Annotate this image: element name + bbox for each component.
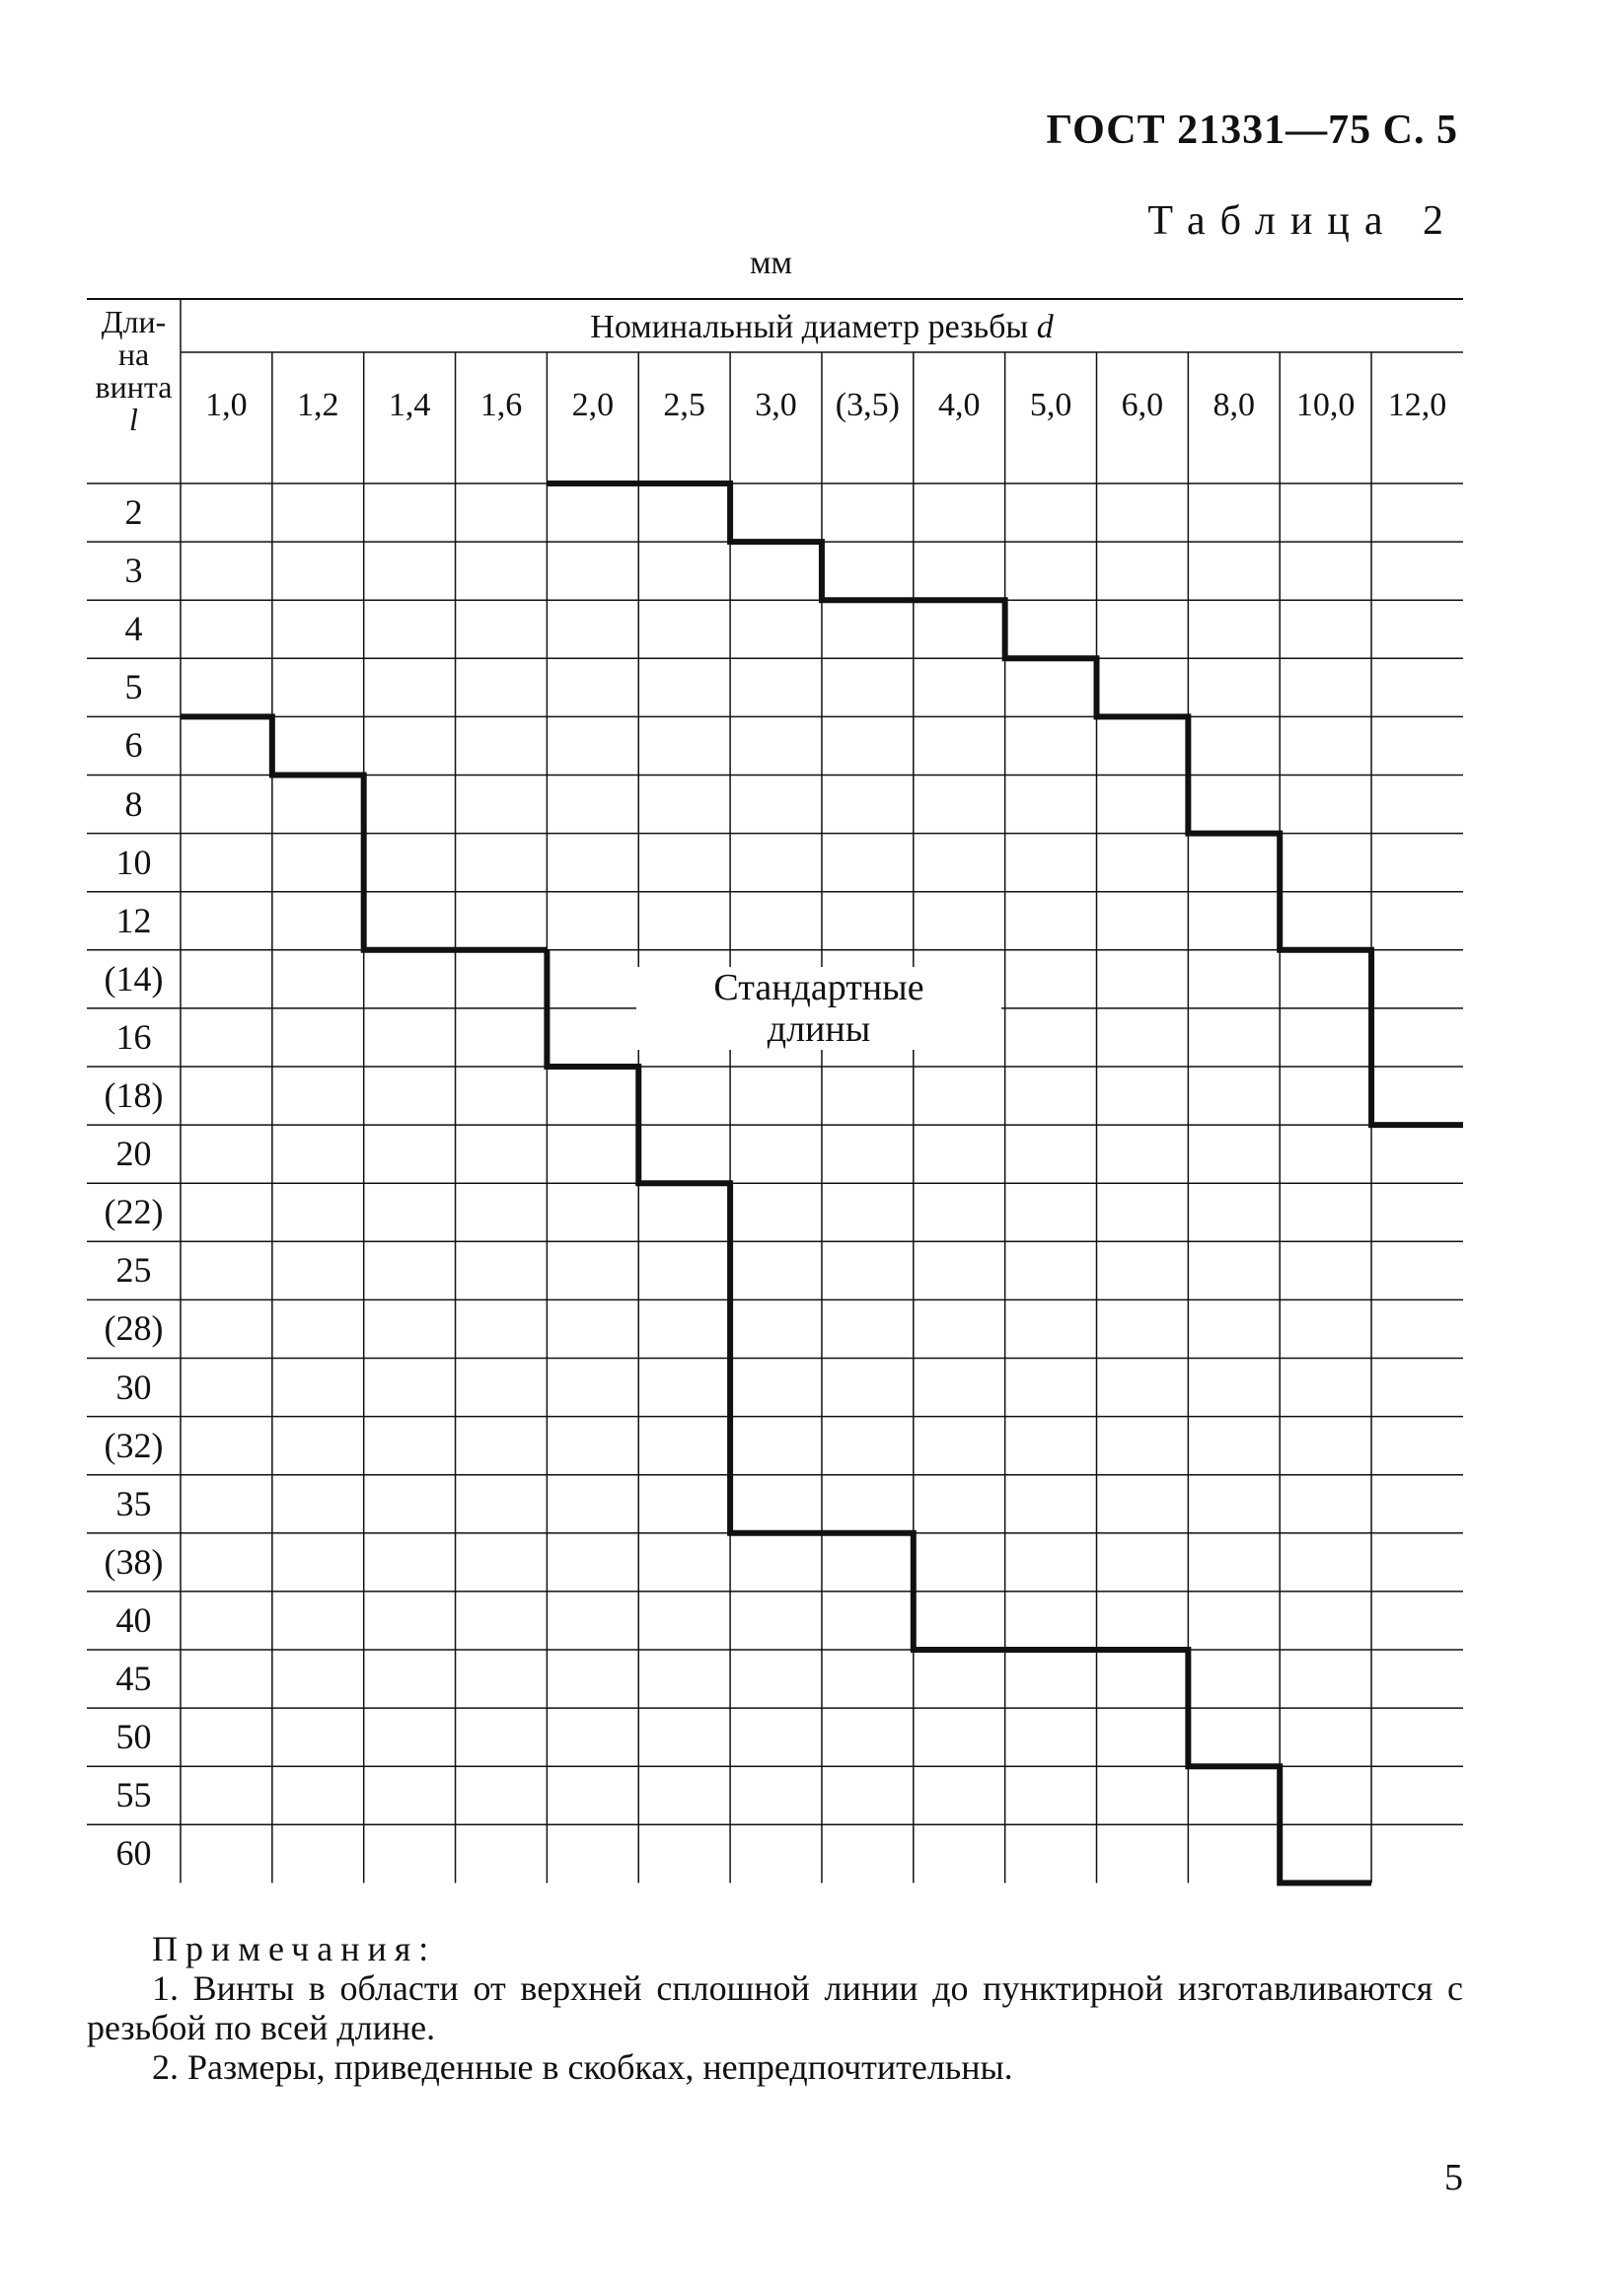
standard-lengths-line: длины: [767, 1008, 871, 1050]
standard-lengths-label: [636, 967, 1001, 1050]
column-group-symbol: d: [1036, 309, 1054, 345]
row-label: (38): [104, 1541, 164, 1582]
page-number: 5: [1444, 2157, 1463, 2198]
column-label: 4,0: [937, 387, 981, 423]
notes-title: Примечания:: [152, 1929, 437, 1968]
column-label: 6,0: [1121, 387, 1164, 423]
document-header: ГОСТ 21331—75 С. 5: [1046, 108, 1458, 153]
table-title: Таблица 2: [1147, 198, 1458, 244]
note-item: 1. Винты в области от верхней сплошной линии до пунктирной изготавливаются с резьбой по всей длине.: [87, 1968, 1463, 2047]
row-label: 30: [115, 1367, 152, 1407]
row-header-line: винта: [95, 369, 173, 405]
row-label: 3: [124, 551, 143, 591]
column-label: 12,0: [1387, 387, 1447, 423]
row-label: 40: [115, 1599, 152, 1640]
row-label: 20: [115, 1134, 152, 1174]
row-header: [87, 306, 181, 436]
column-label: 10,0: [1295, 387, 1356, 423]
row-label: (14): [104, 958, 164, 999]
column-label: 1,4: [388, 387, 431, 423]
row-header-line: Дли-: [101, 304, 167, 339]
row-label: 25: [115, 1250, 152, 1291]
column-label: (3,5): [835, 387, 900, 423]
row-label: (28): [104, 1308, 164, 1349]
note-item: 2. Размеры, приведенные в скобках, непредпочтительны.: [152, 2047, 1013, 2087]
row-label: (22): [104, 1192, 164, 1232]
row-label: 2: [124, 492, 143, 532]
column-group-label: Номинальный диаметр резьбы: [590, 309, 1029, 345]
row-label: 35: [115, 1483, 152, 1523]
row-label: 60: [115, 1833, 152, 1874]
row-label: 6: [124, 725, 143, 766]
column-label: 2,5: [663, 387, 705, 423]
row-header-symbol: l: [129, 402, 138, 437]
row-label: 5: [124, 667, 143, 707]
column-group-header: [181, 311, 1463, 343]
row-label: 8: [124, 783, 143, 824]
row-label: (18): [104, 1075, 164, 1115]
column-label: 1,0: [205, 387, 248, 423]
row-label: 12: [115, 900, 152, 940]
column-label: 3,0: [755, 387, 797, 423]
column-label: 1,6: [479, 387, 523, 423]
row-label: 16: [115, 1016, 152, 1057]
unit-label: мм: [750, 245, 793, 281]
column-label: 2,0: [571, 387, 615, 423]
column-label: 1,2: [297, 387, 339, 423]
row-label: 10: [115, 842, 152, 882]
notes: [87, 1929, 1463, 2087]
row-header-line: на: [117, 336, 150, 372]
column-label: 8,0: [1212, 387, 1256, 423]
column-label: 5,0: [1029, 387, 1072, 423]
row-label: 45: [115, 1659, 152, 1698]
row-label: 55: [115, 1775, 152, 1815]
standard-lengths-line: Стандартные: [713, 967, 924, 1008]
row-label: (32): [104, 1425, 164, 1465]
row-label: 50: [115, 1717, 152, 1757]
row-label: 4: [124, 609, 143, 649]
